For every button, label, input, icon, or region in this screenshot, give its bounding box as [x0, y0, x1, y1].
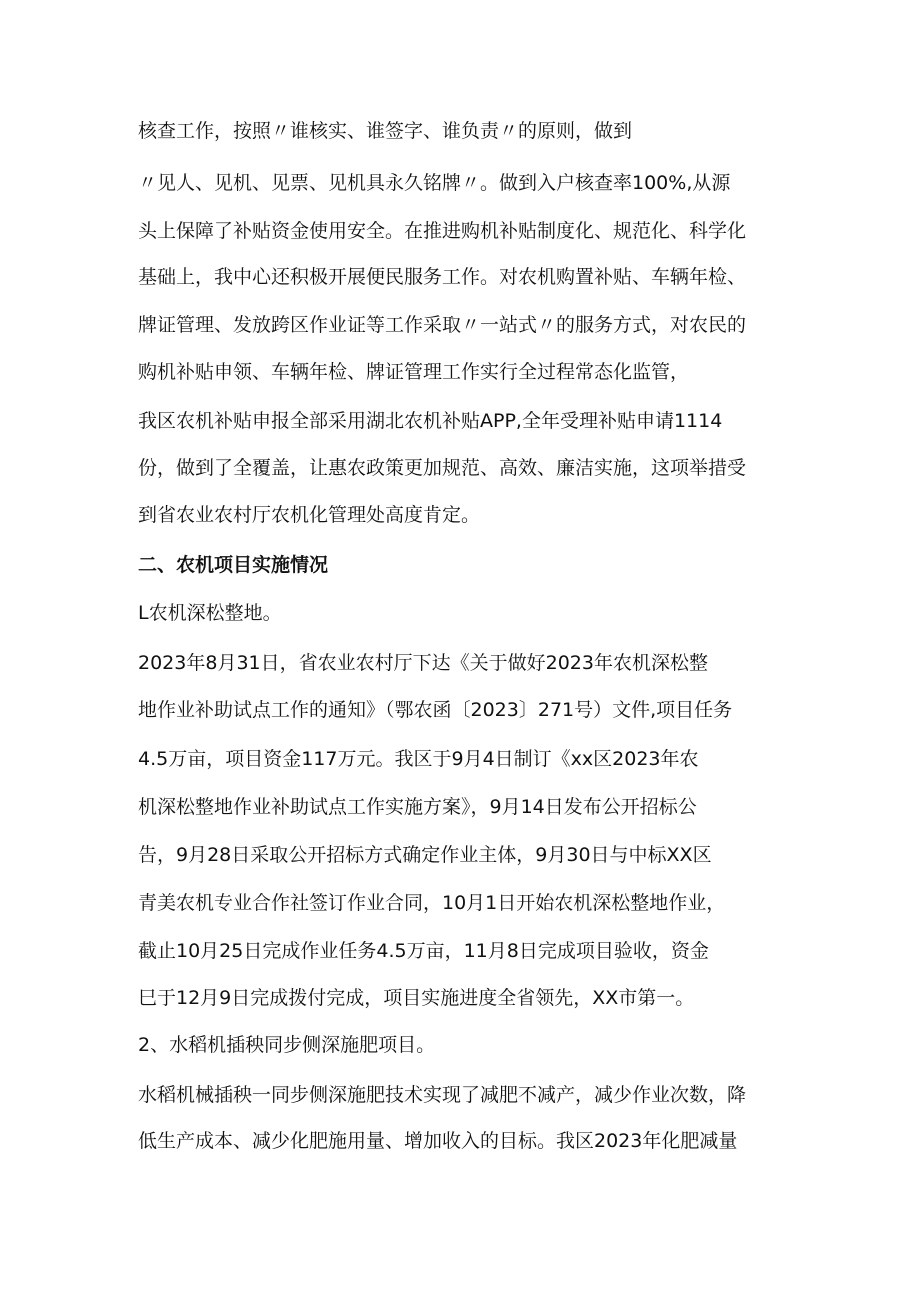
paragraph-line: 购机补贴申领、车辆年检、牌证管理工作实行全过程常态化监管，	[138, 361, 690, 383]
paragraph-line: 巳于12月9日完成拨付完成，项目实施进度全省领先，XX市第一。	[138, 987, 695, 1009]
paragraph-line: 水稻机械插秧一同步侧深施肥技术实现了减肥不减产，减少作业次数，降	[138, 1084, 747, 1106]
paragraph-line: 到省农业农村厅农机化管理处高度肯定。	[138, 504, 481, 526]
subsection-heading: L农机深松整地。	[138, 602, 282, 624]
paragraph-line: 地作业补助试点工作的通知》（鄂农函〔2023〕271号）文件,项目任务	[138, 699, 733, 721]
paragraph-line: 机深松整地作业补助试点工作实施方案》，9月14日发布公开招标公	[138, 796, 697, 818]
paragraph-line: 〃见人、见机、见票、见机具永久铭牌〃。做到入户核查率100%,从源	[138, 172, 731, 194]
paragraph-line: 核查工作，按照〃谁核实、谁签字、谁负责〃的原则，做到	[138, 120, 633, 142]
paragraph-line: 基础上，我中心还积极开展便民服务工作。对农机购置补贴、车辆年检、	[138, 266, 747, 288]
paragraph-line: 头上保障了补贴资金使用安全。在推进购机补贴制度化、规范化、科学化	[138, 220, 747, 242]
paragraph-line: 牌证管理、发放跨区作业证等工作采取〃一站式〃的服务方式，对农民的	[138, 314, 747, 336]
paragraph-line: 告，9月28日采取公开招标方式确定作业主体，9月30日与中标XX区	[138, 844, 712, 866]
paragraph-line: 低生产成本、减少化肥施用量、增加收入的目标。我区2023年化肥减量	[138, 1130, 738, 1152]
paragraph-line: 截止10月25日完成作业任务4.5万亩，11月8日完成项目验收，资金	[138, 940, 709, 962]
paragraph-line: 青美农机专业合作社签订作业合同，10月1日开始农机深松整地作业，	[138, 892, 726, 914]
paragraph-line: 份，做到了全覆盖，让惠农政策更加规范、高效、廉洁实施，这项举措受	[138, 457, 747, 479]
section-heading: 二、农机项目实施情况	[138, 554, 329, 576]
paragraph-line: 2023年8月31日，省农业农村厅下达《关于做好2023年农机深松整	[138, 652, 708, 674]
paragraph-line: 4.5万亩，项目资金117万元。我区于9月4日制订《xx区2023年农	[138, 748, 699, 770]
paragraph-line: 我区农机补贴申报全部采用湖北农机补贴APP,全年受理补贴申请1114	[138, 410, 723, 432]
subsection-heading: 2、水稻机插秧同步侧深施肥项目。	[138, 1034, 436, 1056]
